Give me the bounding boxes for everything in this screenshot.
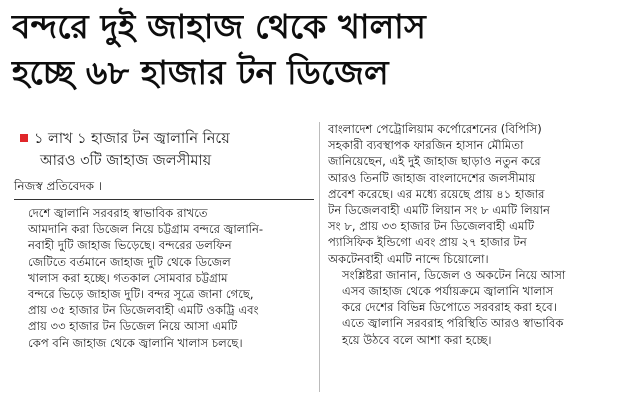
text-line: জানিয়েছেন, এই দুই জাহাজ ছাড়াও নতুন করে bbox=[328, 154, 541, 169]
text-line: করে দেশের বিভিন্ন ডিপোতে সরবরাহ করা হবে। bbox=[342, 300, 557, 315]
subheadline-line-1 bbox=[20, 128, 320, 150]
text-line: প্রায় ৩৫ হাজার টন ডিজেলবাহী এমটি ওকট্রি এবং bbox=[28, 303, 259, 318]
text-line: কেপ বনি জাহাজ থেকে জ্বালানি খালাস চলছে। bbox=[28, 335, 243, 350]
headline bbox=[12, 4, 624, 96]
column-divider bbox=[319, 122, 320, 392]
text-line: বাংলাদেশ পেট্রোলিয়াম কর্পোরেশনের (বিপিসি) bbox=[328, 122, 542, 136]
headline-line-2: হচ্ছে ৬৮ হাজার টন ডিজেল bbox=[12, 53, 389, 92]
text-line: সং ৮, প্রায় ৩৩ হাজার টন ডিজেলবাহী এমটি bbox=[328, 219, 535, 234]
text-line: সহকারী ব্যবস্থাপক ফারজিন হাসান মৌমিতা bbox=[328, 138, 524, 153]
text-line: আরও তিনটি জাহাজ বাংলাদেশের জলসীমায় bbox=[328, 170, 536, 185]
subheadline-text-1: ১ লাখ ১ হাজার টন জ্বালানি নিয়ে bbox=[34, 131, 230, 147]
byline: নিজস্ব প্রতিবেদক । bbox=[14, 179, 103, 193]
text-line: জেটিতে বর্তমানে জাহাজ দুটি থেকে ডিজেল bbox=[28, 254, 231, 269]
right-column bbox=[328, 121, 624, 348]
text-line: অকটেনবাহী এমটি নান্দে চিয়োলো। bbox=[328, 251, 489, 266]
text-line: প্রায় ৩৩ হাজার টন ডিজেল নিয়ে আসা এমটি bbox=[28, 319, 238, 334]
subheadline bbox=[20, 128, 320, 172]
text-line: নবাহী দুটি জাহাজ ভিড়েছে। বন্দরের ডলফিন bbox=[28, 238, 232, 253]
text-line: এসব জাহাজ থেকে পর্যায়ক্রমে জ্বালানি খালাস bbox=[342, 284, 554, 299]
text-line: হয়ে উঠবে বলে আশা করা হচ্ছে। bbox=[342, 332, 492, 347]
text-line: টন ডিজেলবাহী এমটি লিয়ান সং ৮ এমটি লিয়ান bbox=[328, 203, 550, 218]
text-line: প্রবেশ করেছে। এর মধ্যে রয়েছে প্রায় ৪১ হাজার bbox=[328, 186, 545, 201]
text-line: আমদানি করা ডিজেল নিয়ে চট্টগ্রাম বন্দরে জ্বালানি- bbox=[28, 222, 264, 237]
text-line: প্যাসিফিক ইন্ডিগো এবং প্রায় ২৭ হাজার টন bbox=[328, 235, 527, 250]
text-line: বন্দরে ভিড়ে জাহাজ দুটি। বন্দর সূত্রে জানা গেছে, bbox=[28, 287, 254, 302]
subheadline-line-2: আরও ৩টি জাহাজ জলসীমায় bbox=[40, 153, 212, 169]
text-line: খালাস করা হচ্ছে। গতকাল সোমবার চট্টগ্রাম bbox=[28, 270, 228, 285]
left-column bbox=[14, 205, 312, 351]
headline-line-1: বন্দরে দুই জাহাজ থেকে খালাস bbox=[12, 7, 426, 46]
text-line: সংশ্লিষ্টরা জানান, ডিজেল ও অকটেন নিয়ে আসা bbox=[342, 267, 566, 282]
text-line: এতে জ্বালানি সরবরাহ পরিস্থিতি আরও স্বাভাবিক bbox=[342, 316, 564, 331]
byline-divider bbox=[14, 199, 314, 200]
text-line: দেশে জ্বালানি সরবরাহ স্বাভাবিক রাখতে bbox=[28, 206, 208, 220]
red-square-bullet-icon bbox=[20, 134, 28, 142]
